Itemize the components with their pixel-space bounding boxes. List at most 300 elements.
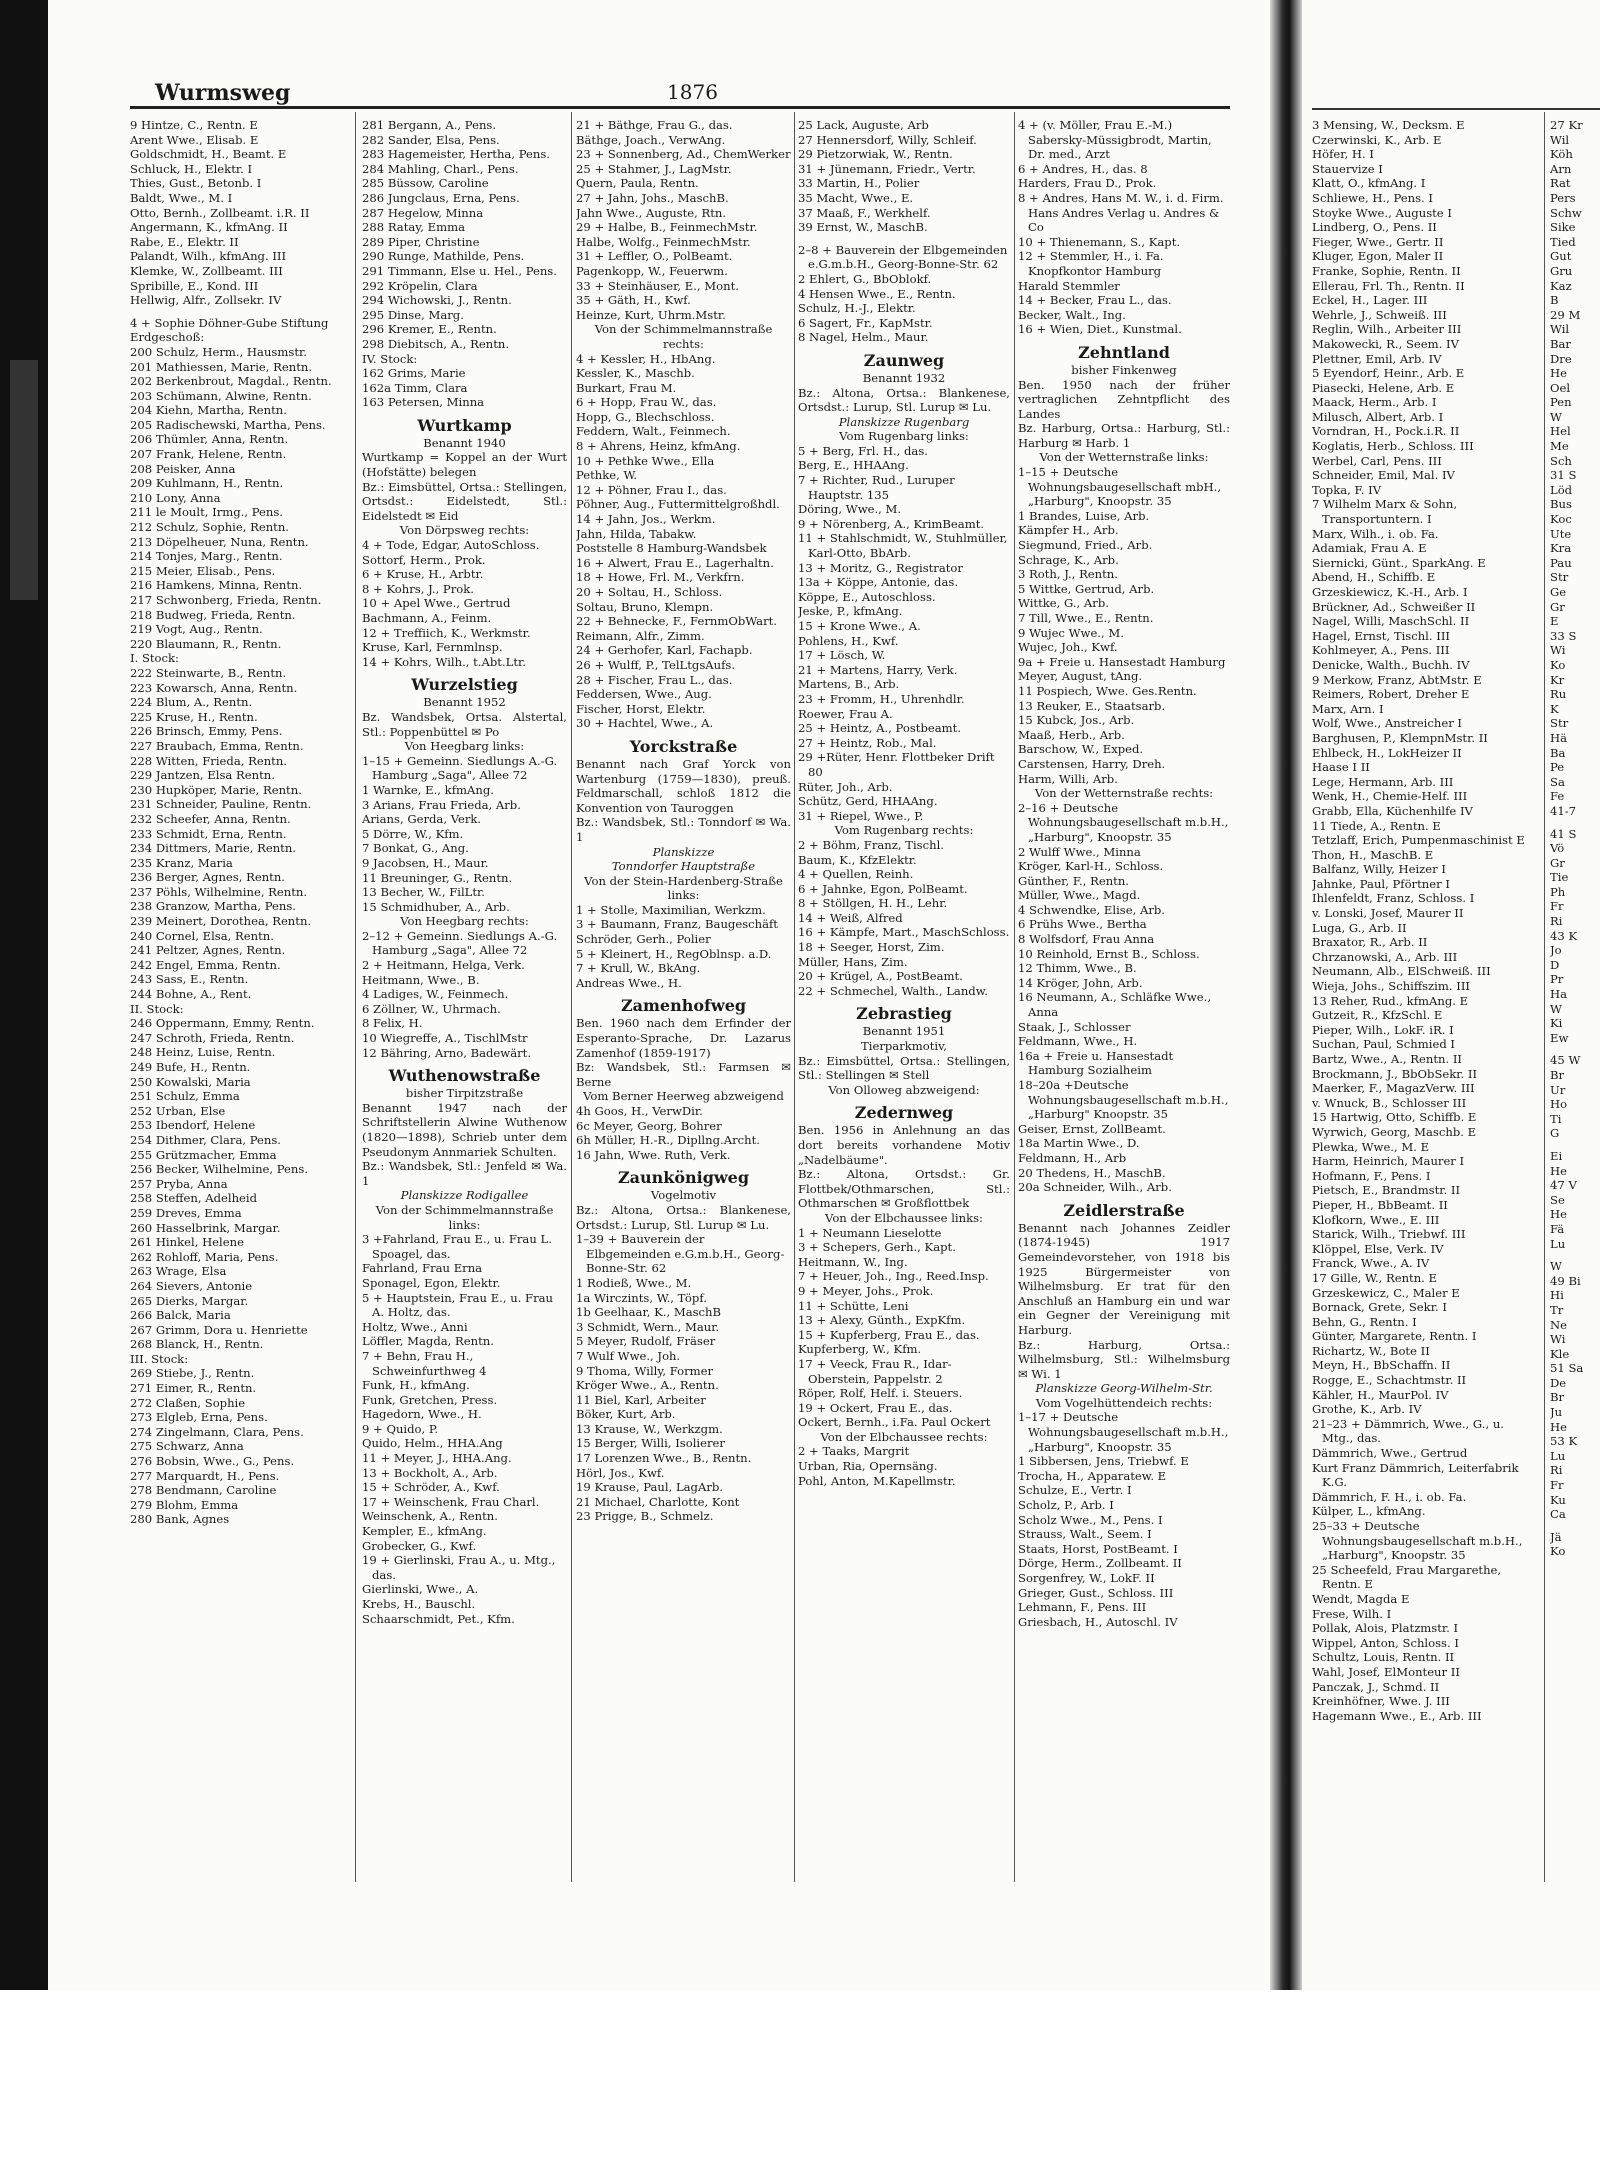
directory-entry: 22 + Schmechel, Walth., Landw. — [798, 983, 988, 998]
section-note: Vom Rugenbarg rechts: — [834, 823, 974, 838]
directory-entry: 20 + Soltau, H., Schloss. — [576, 585, 723, 599]
directory-entry: Fischer, Horst, Elektr. — [576, 701, 706, 716]
directory-entry: Hagedorn, Wwe., H. — [362, 1407, 482, 1422]
street-description: Bz.: Altona, Ortsdst.: Gr. Flottbek/Othmarschen, Stl.: Othmarschen ✉ Großflottbek — [798, 1167, 1010, 1211]
directory-entry: Ca — [1550, 1507, 1566, 1522]
directory-entry: 27 Kr — [1550, 118, 1583, 132]
directory-entry: 11 + Meyer, J., HHA.Ang. — [362, 1451, 512, 1466]
directory-entry: 10 + Thienemann, S., Kapt. — [1018, 234, 1181, 249]
directory-entry: 53 K — [1550, 1434, 1578, 1449]
directory-entry: Chrzanowski, A., Arb. III — [1312, 949, 1458, 964]
directory-entry: 273 Elgleb, Erna, Pens. — [130, 1410, 268, 1425]
directory-entry: Goldschmidt, H., Beamt. E — [130, 147, 287, 162]
directory-entry: 35 Macht, Wwe., E. — [798, 190, 914, 205]
directory-entry: Schneider, Emil, Mal. IV — [1312, 468, 1455, 483]
section-note: Von der Elbchaussee rechts: — [820, 1429, 988, 1444]
directory-entry: Schaarschmidt, Pet., Kfm. — [362, 1611, 515, 1626]
directory-entry: Klatt, O., kfmAng. I — [1312, 176, 1426, 191]
directory-entry: Ph — [1550, 884, 1566, 899]
directory-entry: 247 Schroth, Frieda, Rentn. — [130, 1030, 295, 1045]
directory-entry: 3 + Schepers, Gerh., Kapt. — [798, 1240, 956, 1255]
map-reference: Tonndorfer Hauptstraße — [611, 859, 756, 874]
directory-entry: 29 +Rüter, Henr. Flottbeker Drift 80 — [798, 750, 995, 779]
section-note: Von der Wetternstraße links: — [1039, 450, 1209, 465]
street-description: Bz.: Altona, Ortsa.: Blankenese, Ortsdst.: Lurup, Stl. Lurup ✉ Lu. — [576, 1202, 791, 1232]
directory-entry: Lindberg, O., Pens. II — [1312, 220, 1437, 235]
directory-entry: Grzeskewicz, C., Maler E — [1312, 1285, 1460, 1300]
directory-entry: Böker, Kurt, Arb. — [576, 1407, 676, 1422]
directory-entry: Quido, Helm., HHA.Ang — [362, 1436, 503, 1451]
directory-entry: Günther, F., Rentn. — [1018, 873, 1129, 888]
directory-entry: 16 + Alwert, Frau E., Lagerhaltn. — [576, 555, 774, 570]
directory-entry: 5 Dörre, W., Kfm. — [362, 826, 464, 841]
street-heading: Zebrastieg — [856, 1004, 952, 1024]
directory-entry: 231 Schneider, Pauline, Rentn. — [130, 797, 312, 812]
directory-entry: 224 Blum, A., Rentn. — [130, 695, 253, 710]
directory-entry: 8 + Ahrens, Heinz, kfmAng. — [576, 439, 741, 454]
directory-entry: Lu — [1550, 1448, 1566, 1463]
directory-entry: 260 Hasselbrink, Margar. — [130, 1220, 281, 1235]
directory-entry: Sponagel, Egon, Elektr. — [362, 1275, 501, 1290]
directory-entry: Kessler, K., Maschb. — [576, 366, 695, 381]
directory-entry: 29 + Halbe, B., FeinmechMstr. — [576, 220, 758, 235]
directory-entry: 295 Dinse, Marg. — [362, 307, 464, 322]
directory-entry: Rüter, Joh., Arb. — [798, 779, 893, 794]
spacer — [1550, 819, 1600, 827]
directory-entry: 33 Martin, H., Polier — [798, 176, 920, 191]
directory-entry: 267 Grimm, Dora u. Henriette — [130, 1322, 308, 1337]
directory-entry: 16 Neumann, A., Schläfke Wwe., Anna — [1018, 990, 1212, 1020]
directory-entry: 25 Lack, Auguste, Arb — [798, 118, 929, 132]
directory-entry: Staats, Horst, PostBeamt. I — [1018, 1541, 1178, 1556]
directory-entry: 5 + Berg, Frl. H., das. — [798, 443, 928, 458]
directory-entry: Roewer, Frau A. — [798, 706, 893, 721]
directory-entry: Hagel, Ernst, Tischl. III — [1312, 628, 1451, 643]
directory-entry: 17 Lorenzen Wwe., B., Rentn. — [576, 1451, 752, 1466]
section-note: Vogelmotiv — [650, 1188, 717, 1203]
directory-entry: Gutzeit, R., KfzSchl. E — [1312, 1008, 1443, 1023]
directory-entry: Meyn, H., BbSchaffn. II — [1312, 1358, 1451, 1373]
directory-entry: 12 Bähring, Arno, Badewärt. — [362, 1045, 532, 1060]
directory-entry: Pr — [1550, 972, 1564, 987]
section-note: Von Olloweg abzweigend: — [828, 1082, 980, 1097]
directory-entry: 18a Martin Wwe., D. — [1018, 1136, 1140, 1151]
column-rule — [794, 112, 795, 1882]
head-rule — [130, 106, 1230, 109]
directory-entry: 27 + Jahn, Johs., MaschB. — [576, 190, 729, 205]
directory-entry: 25 + Heintz, A., Postbeamt. — [798, 721, 962, 736]
directory-entry: Spribille, E., Kond. III — [130, 278, 259, 293]
directory-entry: 18 + Seeger, Horst, Zim. — [798, 940, 945, 955]
directory-entry: 280 Bank, Agnes — [130, 1512, 230, 1527]
directory-entry: 16 + Kämpfe, Mart., MaschSchloss. — [798, 925, 1010, 940]
directory-entry: Ehlbeck, H., LokHeizer II — [1312, 745, 1462, 760]
directory-entry: Harm, Heinrich, Maurer I — [1312, 1154, 1465, 1169]
directory-entry: 2–12 + Gemeinn. Siedlungs A.-G. Hamburg „Saga", Allee 72 — [362, 928, 558, 958]
directory-entry: 219 Vogt, Aug., Rentn. — [130, 622, 263, 637]
section-note: bisher Tirpitzstraße — [405, 1086, 524, 1101]
directory-entry: Ei — [1550, 1148, 1563, 1163]
directory-entry: Pohlens, H., Kwf. — [798, 633, 899, 648]
directory-entry: Jahnke, Paul, Pförtner I — [1312, 876, 1450, 891]
directory-entry: Bäthge, Joach., VerwAng. — [576, 132, 726, 147]
directory-entry: 212 Schulz, Sophie, Rentn. — [130, 520, 289, 535]
directory-entry: Haase I II — [1312, 760, 1370, 775]
directory-entry: 286 Jungclaus, Erna, Pens. — [362, 190, 520, 205]
directory-entry: 233 Schmidt, Erna, Rentn. — [130, 826, 287, 841]
directory-entry: Carstensen, Harry, Dreh. — [1018, 756, 1166, 771]
directory-entry: 203 Schümann, Alwine, Rentn. — [130, 388, 312, 403]
book-gutter — [1270, 0, 1302, 1990]
spacer — [1550, 1045, 1600, 1053]
directory-entry: Halbe, Wolfg., FeinmechMstr. — [576, 234, 751, 249]
directory-entry: Grothe, K., Arb. IV — [1312, 1402, 1422, 1417]
directory-entry: 265 Dierks, Margar. — [130, 1293, 249, 1308]
directory-entry: 223 Kowarsch, Anna, Rentn. — [130, 680, 298, 695]
section-note: Von Dörpsweg rechts: — [399, 523, 530, 538]
directory-entry: 7 Bonkat, G., Ang. — [362, 841, 469, 856]
directory-entry: 37 Maaß, F., Werkhelf. — [798, 205, 931, 220]
directory-entry: 9 + Meyer, Johs., Prok. — [798, 1283, 934, 1298]
directory-entry: 27 + Heintz, Rob., Mal. — [798, 735, 937, 750]
directory-entry: 11 + Stahlschmidt, W., Stuhlmüller, Karl-Otto, BbArb. — [798, 531, 1008, 561]
directory-entry: Kämpfer H., Arb. — [1018, 523, 1119, 538]
directory-entry: 4 Schwendke, Elise, Arb. — [1018, 902, 1165, 917]
directory-entry: Gr — [1550, 855, 1565, 870]
map-reference: Planskizze Georg-Wilhelm-Str. — [1035, 1381, 1213, 1396]
directory-entry: 214 Tonjes, Marg., Rentn. — [130, 549, 283, 564]
directory-entry: Arn — [1550, 161, 1572, 176]
directory-entry: Kle — [1550, 1346, 1570, 1361]
column-rule — [355, 112, 356, 1882]
directory-entry: 229 Jantzen, Elsa Rentn. — [130, 768, 275, 783]
directory-entry: Wenk, H., Chemie-Helf. III — [1312, 789, 1468, 804]
directory-entry: 281 Bergann, A., Pens. — [362, 118, 497, 132]
directory-entry: 11 Biel, Karl, Arbeiter — [576, 1392, 706, 1407]
directory-entry: 25 + Stahmer, J., LagMstr. — [576, 161, 732, 176]
directory-entry: Soltau, Bruno, Klempn. — [576, 599, 714, 614]
section-note: Von der Schimmelmannstraße links: — [375, 1202, 554, 1232]
directory-entry: 202 Berkenbrout, Magdal., Rentn. — [130, 374, 332, 389]
directory-entry: IV. Stock: — [362, 351, 418, 366]
directory-entry: Br — [1550, 1068, 1565, 1082]
directory-entry: 162 Grims, Marie — [362, 366, 466, 381]
directory-entry: 1 Sibbersen, Jens, Triebwf. E — [1018, 1454, 1189, 1469]
directory-entry: Czerwinski, K., Arb. E — [1312, 132, 1442, 147]
directory-entry: Löffler, Magda, Rentn. — [362, 1334, 494, 1349]
section-note: Vom Berner Heerweg abzweigend — [583, 1089, 784, 1104]
directory-column-1 — [130, 118, 348, 1878]
directory-entry: 24 + Gerhofer, Karl, Fachapb. — [576, 643, 753, 658]
directory-entry: 15 + Schröder, A., Kwf. — [362, 1480, 500, 1495]
directory-entry: Abend, H., Schiffb. E — [1312, 570, 1436, 585]
street-heading: Zedernweg — [854, 1103, 954, 1123]
directory-entry: Tied — [1550, 234, 1576, 249]
directory-entry: Ki — [1550, 1016, 1563, 1031]
directory-entry: 206 Thümler, Anna, Rentn. — [130, 432, 289, 447]
directory-entry: Grieger, Gust., Schloss. III — [1018, 1585, 1174, 1600]
directory-entry: Pollak, Alois, Platzmstr. I — [1312, 1621, 1459, 1636]
directory-entry: Schliewe, H., Pens. I — [1312, 190, 1434, 205]
directory-entry: Berg, E., HHAAng. — [798, 458, 909, 473]
street-description: Bz.: Eimsbüttel, Ortsa.: Stellingen, Ortsdst.: Eidelstedt, Stl.: Eidelstedt ✉ Eid — [362, 479, 567, 523]
street-description: Benannt nach Graf Yorck von Wartenburg (1759—1830), preuß. Feldmarschall, schloß 1812 die Konvention von Tauroggen — [576, 756, 791, 815]
directory-entry: 9 Jacobsen, H., Maur. — [362, 855, 489, 870]
street-heading: Zehntland — [1078, 342, 1170, 362]
directory-entry: Stoyke Wwe., Auguste I — [1312, 205, 1452, 220]
directory-entry: Maaß, Herb., Arb. — [1018, 727, 1125, 742]
directory-entry: 209 Kuhlmann, H., Rentn. — [130, 476, 284, 491]
directory-entry: Neumann, Alb., ElSchweiß. III — [1312, 964, 1491, 979]
directory-entry: 274 Zingelmann, Clara, Pens. — [130, 1424, 304, 1439]
running-head-word: Wurmsweg — [155, 80, 291, 106]
directory-entry: Erdgeschoß: — [130, 330, 205, 345]
directory-entry: 1–15 + Gemeinn. Siedlungs A.-G. Hamburg „Saga", Allee 72 — [362, 753, 558, 783]
directory-entry: Gierlinski, Wwe., A. — [362, 1582, 479, 1597]
directory-entry: 26 + Wulff, P., TelLtgsAufs. — [576, 657, 736, 672]
directory-entry: 296 Kremer, E., Rentn. — [362, 322, 497, 337]
directory-entry: Fr — [1550, 899, 1564, 914]
directory-entry: Schulz, H.-J., Elektr. — [798, 301, 916, 316]
directory-entry: 25 Scheefeld, Frau Margarethe, Rentn. E — [1312, 1562, 1502, 1592]
street-heading: Yorckstraße — [629, 736, 738, 756]
directory-entry: 7 Till, Wwe., E., Rentn. — [1018, 611, 1154, 625]
directory-entry: Pieper, H., BbBeamt. II — [1312, 1197, 1448, 1212]
directory-entry: Werbel, Carl, Pens. III — [1312, 453, 1442, 468]
directory-entry: Bachmann, A., Feinm. — [362, 611, 492, 625]
directory-entry: 16 Jahn, Wwe. Ruth, Verk. — [576, 1147, 731, 1162]
section-note: Vom Vogelhüttendeich rechts: — [1035, 1395, 1213, 1410]
directory-entry: Feldmann, Wwe., H. — [1018, 1034, 1138, 1049]
directory-entry: 2 Ehlert, G., BbOblokf. — [798, 271, 932, 286]
directory-entry: 29 Pietzorwiak, W., Rentn. — [798, 147, 953, 162]
directory-entry: Vö — [1550, 841, 1565, 856]
directory-entry: Ne — [1550, 1317, 1568, 1332]
directory-entry: Griesbach, H., Autoschl. IV — [1018, 1614, 1178, 1629]
street-description: Bz. Harburg, Ortsa.: Harburg, Stl.: Harburg ✉ Harb. 1 — [1018, 421, 1230, 450]
directory-entry: Fe — [1550, 789, 1565, 804]
directory-entry: 51 Sa — [1550, 1361, 1584, 1376]
directory-entry: Tr — [1550, 1302, 1564, 1317]
directory-entry: Pieper, Wilh., LokF. iR. I — [1312, 1022, 1454, 1037]
scan-dark-edge — [0, 0, 48, 1990]
directory-entry: Dörge, Herm., Zollbeamt. II — [1018, 1556, 1182, 1571]
directory-entry: Klöppel, Else, Verk. IV — [1312, 1241, 1444, 1256]
directory-entry: 47 V — [1550, 1178, 1577, 1193]
directory-entry: Funk, Gretchen, Press. — [362, 1392, 498, 1407]
section-note: Tierparkmotiv, — [861, 1039, 947, 1054]
directory-entry: Thies, Gust., Betonb. I — [130, 176, 262, 191]
section-note: Benannt 1940 — [423, 435, 506, 450]
street-description: Bz.: Wandsbek, Stl.: Tonndorf ✉ Wa. 1 — [576, 815, 791, 844]
directory-entry: Lege, Hermann, Arb. III — [1312, 774, 1454, 789]
directory-entry: 226 Brinsch, Emmy, Pens. — [130, 724, 283, 739]
directory-entry: I. Stock: — [130, 651, 179, 666]
directory-entry: Wahl, Josef, ElMonteur II — [1312, 1664, 1460, 1679]
directory-entry: 6 Sagert, Fr., KapMstr. — [798, 315, 933, 330]
directory-entry: E — [1550, 614, 1559, 629]
directory-entry: Gr — [1550, 599, 1565, 614]
directory-entry: Vorndran, H., Pock.i.R. II — [1312, 424, 1460, 439]
directory-entry: 298 Diebitsch, A., Rentn. — [362, 336, 510, 351]
directory-entry: 217 Schwonberg, Frieda, Rentn. — [130, 593, 322, 607]
street-description: Wurtkamp = Koppel an der Wurt (Hofstätte) belegen — [362, 450, 567, 480]
directory-entry: 8 Wolfsdorf, Frau Anna — [1018, 932, 1155, 947]
directory-entry: De — [1550, 1375, 1567, 1390]
running-head — [155, 80, 1230, 106]
directory-entry: Heinze, Kurt, Uhrm.Mstr. — [576, 307, 726, 322]
directory-entry: Maack, Herm., Arb. I — [1312, 395, 1437, 410]
directory-entry: Burkart, Frau M. — [576, 380, 677, 395]
directory-entry: 45 W — [1550, 1053, 1581, 1068]
directory-entry: 4 + Kessler, H., HbAng. — [576, 351, 716, 366]
directory-entry: 1a Wirczints, W., Töpf. — [576, 1290, 707, 1305]
directory-entry: Milusch, Albert, Arb. I — [1312, 409, 1444, 424]
directory-entry: Brockmann, J., BbObSekr. II — [1312, 1066, 1478, 1081]
street-description: Bz.: Eimsbüttel, Ortsa.: Stellingen, Stl.: Stellingen ✉ Stell — [798, 1053, 1010, 1083]
section-note: Von Heegbarg rechts: — [400, 914, 529, 929]
directory-entry: Franck, Wwe., A. IV — [1312, 1256, 1430, 1271]
directory-entry: 256 Becker, Wilhelmine, Pens. — [130, 1162, 309, 1177]
directory-entry: 6c Meyer, Georg, Bohrer — [576, 1118, 722, 1133]
directory-entry: Wil — [1550, 322, 1570, 337]
directory-entry: Kähler, H., MaurPol. IV — [1312, 1387, 1449, 1402]
directory-entry: 3 + Baumann, Franz, Baugeschäft — [576, 917, 778, 932]
directory-entry: Külper, L., kfmAng. — [1312, 1504, 1426, 1519]
directory-entry: 8 Nagel, Helm., Maur. — [798, 330, 929, 345]
directory-entry: 7 + Krull, W., BkAng. — [576, 961, 701, 976]
directory-entry: 31 + Leffler, O., PolBeamt. — [576, 249, 733, 264]
directory-entry: Ko — [1550, 1544, 1566, 1559]
directory-entry: D — [1550, 957, 1560, 972]
directory-entry: Poststelle 8 Hamburg-Wandsbek — [576, 541, 767, 556]
directory-entry: 207 Frank, Helene, Rentn. — [130, 447, 287, 462]
section-note: Von der Elbchaussee links: — [825, 1210, 983, 1225]
directory-entry: 25–33 + Deutsche Wohnungsbaugesellschaft m.b.H., „Harburg", Knoopstr. 35 — [1312, 1519, 1523, 1563]
directory-entry: Str — [1550, 716, 1569, 731]
directory-entry: 1–15 + Deutsche Wohnungsbaugesellschaft mbH., „Harburg", Knoopstr. 35 — [1018, 465, 1222, 509]
directory-entry: 162a Timm, Clara — [362, 380, 468, 395]
directory-entry: Kreinhöfner, Wwe. J. III — [1312, 1694, 1450, 1709]
directory-entry: Trocha, H., Apparatew. E — [1018, 1468, 1167, 1483]
directory-entry: 257 Pryba, Anna — [130, 1176, 228, 1191]
directory-entry: 272 Claßen, Sophie — [130, 1395, 246, 1410]
directory-entry: Braxator, R., Arb. II — [1312, 935, 1428, 950]
directory-entry: Angermann, K., kfmAng. II — [130, 220, 288, 235]
column-rule — [1014, 112, 1015, 1882]
directory-entry: Becker, Walt., Ing. — [1018, 307, 1126, 322]
directory-entry: 282 Sander, Elsa, Pens. — [362, 132, 500, 147]
directory-entry: Krebs, H., Bauschl. — [362, 1597, 476, 1611]
directory-entry: 248 Heinz, Luise, Rentn. — [130, 1045, 276, 1060]
directory-entry: Hi — [1550, 1288, 1564, 1303]
directory-entry: Ru — [1550, 687, 1567, 702]
street-heading: Wuthenowstraße — [388, 1066, 541, 1086]
directory-entry: Gut — [1550, 249, 1572, 264]
directory-entry: 213 Döpelheuer, Nuna, Rentn. — [130, 534, 309, 549]
directory-entry: 13 Reher, Rud., kfmAng. E — [1312, 993, 1469, 1008]
directory-entry: 253 Ibendorf, Helene — [130, 1118, 256, 1133]
directory-entry: Frese, Wilh. I — [1312, 1606, 1392, 1621]
directory-entry: 4 + (v. Möller, Frau E.-M.) Sabersky-Müssigbrodt, Martin, Dr. med., Arzt — [1018, 118, 1212, 162]
section-note: Von Heegbarg links: — [404, 739, 525, 754]
directory-entry: Starick, Wilh., Triebwf. III — [1312, 1227, 1466, 1242]
directory-entry: Kluger, Egon, Maler II — [1312, 249, 1444, 264]
directory-entry: Wyrwich, Georg, Maschb. E — [1312, 1124, 1477, 1139]
directory-entry: 39 Ernst, W., MaschB. — [798, 220, 928, 235]
directory-entry: W — [1550, 1259, 1562, 1274]
directory-entry: Pohl, Anton, M.Kapellmstr. — [798, 1473, 956, 1488]
directory-entry: 2 + Böhm, Franz, Tischl. — [798, 837, 944, 852]
directory-entry: 9 Merkow, Franz, AbtMstr. E — [1312, 672, 1482, 687]
directory-entry: Rogge, E., Schachtmstr. II — [1312, 1373, 1467, 1388]
directory-entry: Fä — [1550, 1221, 1565, 1236]
column-rule — [571, 112, 572, 1882]
directory-entry: 254 Dithmer, Clara, Pens. — [130, 1132, 281, 1147]
scan-bottom-margin — [0, 1990, 1600, 2177]
directory-entry: 238 Granzow, Martha, Pens. — [130, 899, 296, 914]
street-description: Bz.: Harburg, Ortsa.: Wilhelmsburg, Stl.: Wilhelmsburg ✉ Wi. 1 — [1018, 1337, 1230, 1381]
directory-entry: 3 Schmidt, Wern., Maur. — [576, 1319, 720, 1334]
directory-entry: 7 Wilhelm Marx & Sohn, Transportuntern. I — [1312, 497, 1458, 527]
directory-entry: Richartz, W., Bote II — [1312, 1343, 1430, 1358]
directory-entry: Pau — [1550, 555, 1572, 570]
directory-entry: 288 Ratay, Emma — [362, 220, 466, 235]
directory-entry: Arent Wwe., Elisab. E — [130, 132, 259, 147]
directory-entry: 259 Dreves, Emma — [130, 1205, 242, 1220]
directory-entry: 16 + Wien, Diet., Kunstmal. — [1018, 322, 1182, 337]
directory-entry: Piasecki, Helene, Arb. E — [1312, 380, 1455, 395]
section-note: Von der Wetternstraße rechts: — [1034, 786, 1214, 801]
directory-entry: 1 + Stolle, Maximilian, Werkzm. — [576, 902, 766, 917]
right-page-column-b — [1550, 118, 1600, 1878]
directory-entry: Marx, Wilh., i. ob. Fa. — [1312, 526, 1439, 541]
directory-entry: 235 Kranz, Maria — [130, 855, 233, 870]
directory-entry: 11 Pospiech, Wwe. Ges.Rentn. — [1018, 683, 1197, 698]
directory-entry: 208 Peisker, Anna — [130, 461, 236, 476]
spacer — [798, 235, 1010, 243]
directory-entry: Wendt, Magda E — [1312, 1591, 1410, 1606]
directory-entry: 4 + Sophie Döhner-Gube Stiftung — [130, 315, 329, 330]
right-page-head-rule — [1312, 108, 1600, 110]
street-description: Ben. 1956 in Anlehnung an das dort bereits vorhandene Motiv „Nadelbäume". — [798, 1123, 1010, 1167]
directory-entry: Feddersen, Wwe., Aug. — [576, 687, 712, 702]
directory-entry: Me — [1550, 439, 1569, 454]
directory-entry: 12 + Treffiich, K., Werkmstr. — [362, 625, 531, 640]
directory-entry: 9 Wujec Wwe., M. — [1018, 625, 1124, 640]
directory-entry: 11 Breuninger, G., Rentn. — [362, 870, 513, 885]
directory-entry: 8 Felix, H. — [362, 1016, 423, 1031]
directory-entry: 5 Eyendorf, Heinr., Arb. E — [1312, 366, 1465, 381]
directory-entry: Schw — [1550, 205, 1582, 220]
directory-entry: 14 + Becker, Frau L., das. — [1018, 293, 1172, 308]
directory-entry: 263 Wrage, Elsa — [130, 1264, 227, 1279]
directory-entry: He — [1550, 366, 1567, 381]
directory-entry: Rat — [1550, 176, 1571, 191]
directory-entry: 232 Scheefer, Anna, Rentn. — [130, 811, 291, 826]
directory-entry: 237 Pöhls, Wilhelmine, Rentn. — [130, 884, 308, 899]
directory-entry: 249 Bufe, H., Rentn. — [130, 1060, 251, 1074]
directory-entry: 4 Hensen Wwe., E., Rentn. — [798, 286, 956, 301]
directory-entry: 1–39 + Bauverein der Elbgemeinden e.G.m.b.H., Georg-Bonne-Str. 62 — [576, 1232, 785, 1276]
directory-entry: Panczak, J., Schmd. II — [1312, 1679, 1440, 1694]
directory-entry: Heitmann, Wwe., B. — [362, 972, 480, 987]
street-heading: Zeidlerstraße — [1063, 1200, 1185, 1220]
directory-entry: 14 + Jahn, Jos., Werkm. — [576, 512, 716, 527]
street-description: Ben. 1950 nach der früher vertraglichen Zehntpflicht des Landes — [1018, 377, 1230, 421]
directory-entry: Geiser, Ernst, ZollBeamt. — [1018, 1121, 1166, 1136]
directory-entry: Ur — [1550, 1082, 1566, 1097]
